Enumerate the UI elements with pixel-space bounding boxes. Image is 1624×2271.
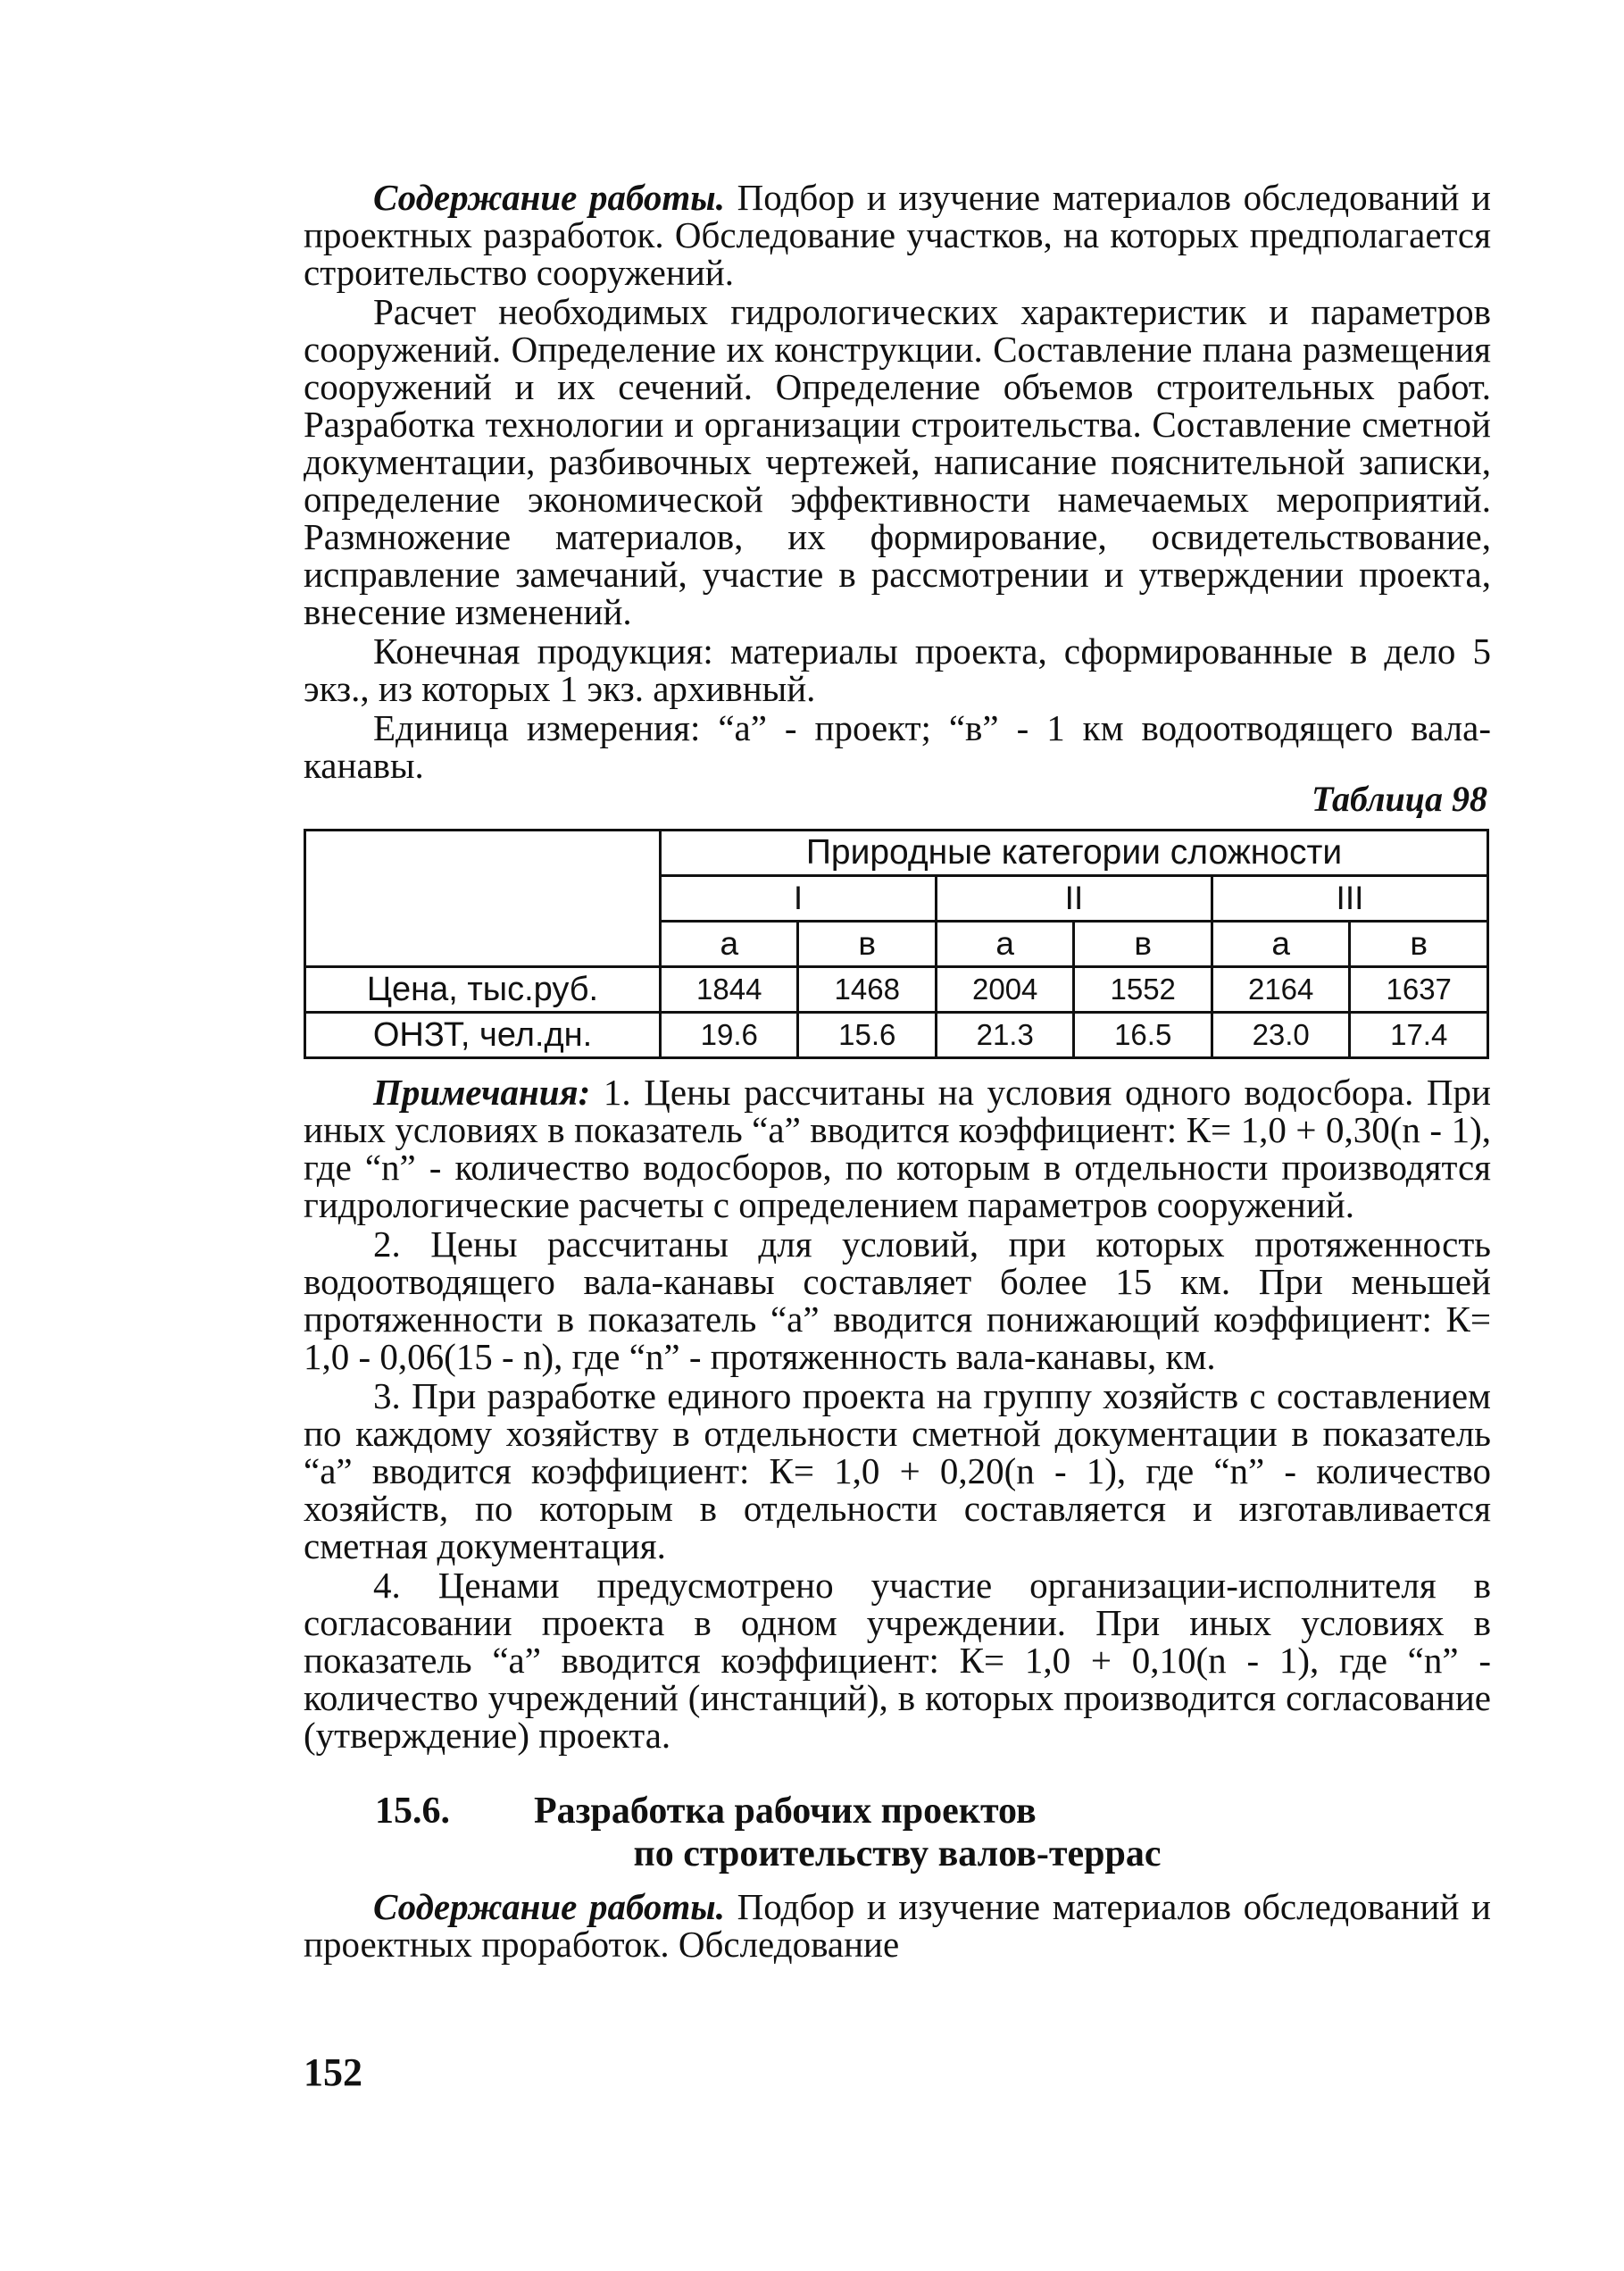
table-caption: Таблица 98 [1312, 779, 1487, 819]
notes-block [304, 1073, 1491, 1754]
category-cell: I [661, 876, 937, 922]
note-1-text: 1. Цены рассчитаны на условия одного водосбора. При иных условиях в показатель “а” вводится коэффициент: К= 1,0 + 0,30(n - 1), где “n” - количество водосборов, по которым в отдельности производятся гидрологические расчеты с определением параметров сооружений. [304, 1072, 1491, 1225]
table-cell: 19.6 [661, 1013, 798, 1058]
section-work-content-text: Подбор и изучение материалов обследований и проектных проработок. Обследование [304, 1886, 1492, 1965]
section-title-line-2: по строительству валов-террас [633, 1833, 1162, 1874]
section-number: 15.6. [375, 1791, 450, 1832]
work-content-lead: Содержание работы. [373, 177, 725, 218]
subcolumn-cell: в [1074, 922, 1212, 967]
note-3: 3. При разработке единого проекта на группу хозяйств с составлением по каждому хозяйству в отдельности сметной документации в показатель “а” вводится коэффициент: К= 1,0 + 0,20(n - 1), где “n” - количество хозяйств, по которым в отдельности составляется и изготавливается сметная документация. [304, 1375, 1491, 1566]
measurement-unit-paragraph: Единица измерения: “а” - проект; “в” - 1 км водоотводящего вала-канавы. [304, 707, 1491, 786]
intro-paragraph-2: Расчет необходимых гидрологических характеристик и параметров сооружений. Определение их конструкции. Составление плана размещения сооружений и их сечений. Определение объемов строительных работ. Разработка технологии и организации строительства. Составление сметной документации, разбивочных чертежей, написание пояснительной записки, определение экономической эффективности намечаемых мероприятий. Размножение материалов, их формирование, освидетельствование, исправление замечаний, участие в рассмотрении и утверждении проекта, внесение изменений. [304, 291, 1491, 632]
table-row [305, 1013, 1488, 1058]
table-header-row [305, 831, 1488, 876]
intro-paragraph-1 [304, 179, 1491, 291]
price-table [304, 829, 1489, 1059]
complexity-header: Природные категории сложности [661, 831, 1488, 876]
table-cell: 1552 [1074, 967, 1212, 1013]
category-cell: III [1212, 876, 1487, 922]
note-2: 2. Цены рассчитаны для условий, при которых протяженность водоотводящего вала-канавы составляет более 15 км. При меньшей протяженности в показатель “а” вводится понижающий коэффициент: К= 1,0 - 0,06(15 - n), где “n” - протяженность вала-канавы, км. [304, 1223, 1491, 1377]
page-number: 152 [304, 2050, 362, 2094]
section-heading [304, 1790, 1491, 1875]
subcolumn-cell: а [661, 922, 798, 967]
section-paragraph-1 [304, 1888, 1491, 1963]
table-cell: 23.0 [1212, 1013, 1349, 1058]
page-content [304, 179, 1491, 1963]
table-row [305, 967, 1488, 1013]
table-cell: 2164 [1212, 967, 1349, 1013]
table-cell: 16.5 [1074, 1013, 1212, 1058]
table-cell: 21.3 [936, 1013, 1073, 1058]
table-cell: 17.4 [1350, 1013, 1488, 1058]
table-cell: 1468 [798, 967, 936, 1013]
final-product-paragraph: Конечная продукция: материалы проекта, сформированные в дело 5 экз., из которых 1 экз. архивный. [304, 630, 1491, 709]
table-cell: 1844 [661, 967, 798, 1013]
row-label: ОНЗТ, чел.дн. [305, 1013, 661, 1058]
work-content-text: Подбор и изучение материалов обследований и проектных разработок. Обследование участков, на которых предполагается строительство сооружений. [304, 177, 1492, 293]
table-cell: 2004 [936, 967, 1073, 1013]
category-cell: II [936, 876, 1212, 922]
subcolumn-cell: в [1350, 922, 1488, 967]
table-cell: 15.6 [798, 1013, 936, 1058]
section-work-content-lead: Содержание работы. [373, 1886, 725, 1927]
row-label: Цена, тыс.руб. [305, 967, 661, 1013]
table-corner-cell [305, 831, 661, 967]
subcolumn-cell: в [798, 922, 936, 967]
subcolumn-cell: а [936, 922, 1073, 967]
notes-lead: Примечания: [373, 1072, 591, 1113]
section-title-line-1: Разработка рабочих проектов [534, 1791, 1037, 1832]
note-1 [304, 1073, 1491, 1223]
note-4: 4. Ценами предусмотрено участие организации-исполнителя в согласовании проекта в одном учреждении. При иных условиях в показатель “а” вводится коэффициент: К= 1,0 + 0,10(n - 1), где “n” - количество учреждений (инстанций), в которых производится согласование (утверждение) проекта. [304, 1565, 1491, 1756]
table-cell: 1637 [1350, 967, 1488, 1013]
subcolumn-cell: а [1212, 922, 1349, 967]
